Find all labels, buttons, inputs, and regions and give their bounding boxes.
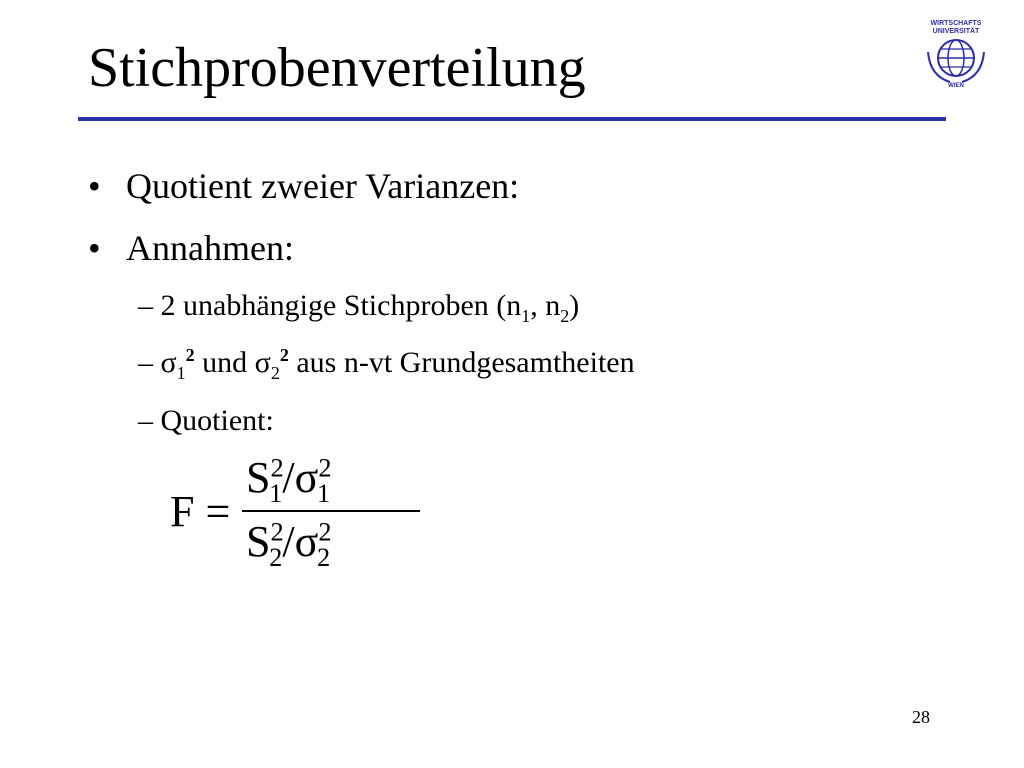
- sub-bullet-item: – Quotient:: [138, 404, 274, 437]
- formula-lhs: F =: [170, 487, 231, 536]
- page-number: 28: [912, 707, 930, 727]
- bullet-text: Quotient zweier Varianzen:: [126, 166, 520, 206]
- bullet-item: [88, 226, 294, 270]
- sub-bullet-item: – 2 unabhängige Stichproben ($n_1$, $n_2$): [138, 289, 580, 326]
- fraction-bar: [242, 510, 420, 512]
- bullet-text: Annahmen:: [126, 228, 294, 268]
- bullet-marker: •: [88, 166, 101, 206]
- bullet-item: [88, 164, 519, 208]
- sub-bullet-item: – $\sigma_1^2$ und $\sigma_2^2$ aus n-vt Grundgesamtheiten: [138, 345, 635, 383]
- dash-marker: –: [138, 289, 153, 322]
- slide-title: Stichprobenverteilung: [88, 37, 586, 99]
- svg-text:WIEN: WIEN: [948, 83, 964, 89]
- dash-marker: –: [138, 404, 153, 437]
- formula-numerator: $S^2_1/\sigma^2_1$: [246, 452, 332, 508]
- bullet-marker: •: [88, 228, 101, 268]
- title-rule: [78, 117, 946, 121]
- university-logo-icon: [920, 16, 992, 90]
- formula-denominator: $S^2_2/\sigma^2_2$: [246, 516, 332, 572]
- svg-text:UNIVERSITÄT: UNIVERSITÄT: [932, 28, 980, 35]
- dash-marker: –: [138, 346, 153, 379]
- svg-text:WIRTSCHAFTS: WIRTSCHAFTS: [930, 20, 982, 27]
